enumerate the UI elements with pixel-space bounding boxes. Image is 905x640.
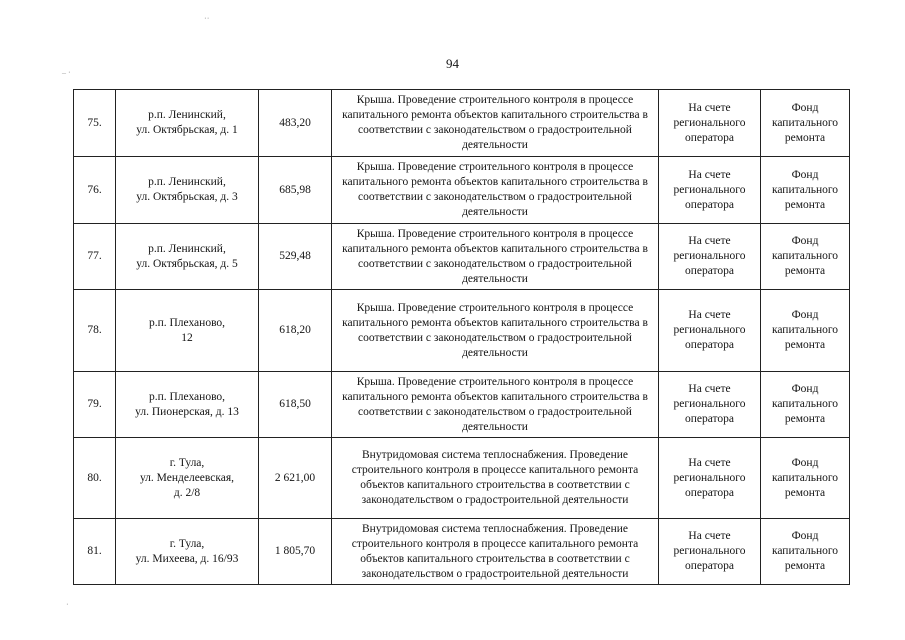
account-line: На счете: [688, 309, 731, 321]
account-line: оператора: [684, 486, 735, 499]
row-address: [116, 519, 259, 585]
row-address: [116, 372, 259, 438]
table-row: [74, 372, 850, 438]
funding-source-line: ремонта: [784, 413, 826, 425]
funding-source-line: ремонта: [784, 560, 826, 572]
funding-source-line: Фонд: [791, 168, 819, 181]
address-line: р.п. Ленинский,: [148, 242, 226, 255]
funding-source-line: капитального: [771, 324, 839, 336]
address-line: ул. Октябрьская, д. 5: [136, 257, 238, 270]
funding-source-line: ремонта: [784, 486, 826, 499]
row-account: [659, 438, 761, 519]
scan-speck: – ⋅: [62, 68, 71, 77]
scan-speck: ⋅: [66, 600, 69, 609]
account-line: регионального: [673, 471, 746, 484]
account-line: регионального: [673, 116, 746, 129]
account-line: оператора: [684, 560, 735, 572]
table-row: [74, 224, 850, 290]
row-account: [659, 224, 761, 290]
funding-source-line: Фонд: [791, 235, 819, 247]
row-account: [659, 290, 761, 372]
row-work-description: Внутридомовая система теплоснабжения. Проведение строительного контроля в процессе капитального ремонта объектов капитального строительства в соответствии с законодательством о градостроительной деятельности: [332, 519, 659, 585]
address-line: 12: [181, 331, 193, 344]
funding-source-line: ремонта: [784, 198, 826, 211]
funding-source-line: ремонта: [784, 265, 826, 277]
account-line: На счете: [688, 168, 731, 181]
funding-source-line: капитального: [771, 545, 839, 557]
account-line: На счете: [688, 383, 731, 395]
row-account: [659, 90, 761, 157]
table-row: [74, 438, 850, 519]
address-line: д. 2/8: [173, 486, 201, 499]
row-account: [659, 372, 761, 438]
row-funding-source: [761, 90, 850, 157]
row-funding-source: [761, 224, 850, 290]
account-line: На счете: [688, 456, 731, 469]
row-number: 78.: [74, 290, 116, 372]
table-row: [74, 90, 850, 157]
funding-source-line: Фонд: [791, 530, 819, 542]
row-address: [116, 290, 259, 372]
funding-source-line: Фонд: [791, 101, 819, 114]
row-work-description: Крыша. Проведение строительного контроля в процессе капитального ремонта объектов капитального строительства в соответствии с законодательством о градостроительной деятельности: [332, 157, 659, 224]
address-line: ул. Менделеевская,: [139, 471, 235, 484]
account-line: оператора: [684, 131, 735, 144]
row-area: 685,98: [259, 157, 332, 224]
account-line: регионального: [673, 398, 746, 410]
row-number: 77.: [74, 224, 116, 290]
account-line: оператора: [684, 339, 735, 351]
address-line: р.п. Ленинский,: [148, 176, 226, 188]
row-funding-source: [761, 372, 850, 438]
table-row: [74, 290, 850, 372]
scan-speck: ⋅⋅: [204, 14, 210, 23]
row-area: 1 805,70: [259, 519, 332, 585]
table-row: [74, 519, 850, 585]
funding-source-line: ремонта: [784, 131, 826, 144]
account-line: регионального: [673, 324, 746, 336]
address-line: г. Тула,: [169, 537, 205, 550]
row-number: 76.: [74, 157, 116, 224]
table-row: [74, 157, 850, 224]
funding-source-line: Фонд: [791, 309, 819, 321]
funding-source-line: ремонта: [784, 339, 826, 351]
account-line: оператора: [684, 265, 735, 277]
row-account: [659, 157, 761, 224]
row-funding-source: [761, 157, 850, 224]
row-account: [659, 519, 761, 585]
account-line: оператора: [684, 413, 735, 425]
account-line: регионального: [673, 250, 746, 262]
page-number: 94: [446, 56, 459, 71]
row-work-description: Крыша. Проведение строительного контроля в процессе капитального ремонта объектов капитального строительства в соответствии с законодательством о градостроительной деятельности: [332, 290, 659, 372]
account-line: регионального: [673, 545, 746, 557]
row-address: [116, 224, 259, 290]
row-address: [116, 438, 259, 519]
row-number: 81.: [74, 519, 116, 585]
row-number: 79.: [74, 372, 116, 438]
works-table-body: [74, 90, 850, 585]
account-line: регионального: [673, 183, 746, 196]
row-work-description: Внутридомовая система теплоснабжения. Проведение строительного контроля в процессе капитального ремонта объектов капитального строительства в соответствии с законодательством о градостроительной деятельности: [332, 438, 659, 519]
funding-source-line: Фонд: [791, 456, 819, 469]
account-line: На счете: [688, 101, 731, 114]
address-line: р.п. Ленинский,: [148, 109, 226, 121]
row-area: 2 621,00: [259, 438, 332, 519]
row-area: 483,20: [259, 90, 332, 157]
address-line: ул. Пионерская, д. 13: [135, 405, 239, 418]
works-table: [73, 89, 850, 585]
row-number: 75.: [74, 90, 116, 157]
row-funding-source: [761, 438, 850, 519]
row-funding-source: [761, 519, 850, 585]
funding-source-line: капитального: [771, 398, 839, 410]
address-line: г. Тула,: [169, 456, 205, 469]
row-number: 80.: [74, 438, 116, 519]
address-line: ул. Октябрьская, д. 1: [136, 124, 238, 136]
account-line: На счете: [688, 530, 731, 542]
row-work-description: Крыша. Проведение строительного контроля в процессе капитального ремонта объектов капитального строительства в соответствии с законодательством о градостроительной деятельности: [332, 90, 659, 157]
address-line: р.п. Плеханово,: [148, 316, 226, 329]
row-area: 529,48: [259, 224, 332, 290]
row-funding-source: [761, 290, 850, 372]
address-line: р.п. Плеханово,: [148, 390, 226, 403]
row-work-description: Крыша. Проведение строительного контроля в процессе капитального ремонта объектов капитального строительства в соответствии с законодательством о градостроительной деятельности: [332, 372, 659, 438]
funding-source-line: капитального: [771, 183, 839, 196]
address-line: ул. Михеева, д. 16/93: [135, 552, 239, 565]
account-line: На счете: [688, 235, 731, 247]
row-address: [116, 157, 259, 224]
row-area: 618,50: [259, 372, 332, 438]
funding-source-line: капитального: [771, 116, 839, 129]
row-address: [116, 90, 259, 157]
funding-source-line: капитального: [771, 471, 839, 484]
funding-source-line: Фонд: [791, 383, 819, 395]
row-area: 618,20: [259, 290, 332, 372]
address-line: ул. Октябрьская, д. 3: [136, 191, 238, 203]
account-line: оператора: [684, 198, 735, 211]
funding-source-line: капитального: [771, 250, 839, 262]
row-work-description: Крыша. Проведение строительного контроля в процессе капитального ремонта объектов капитального строительства в соответствии с законодательством о градостроительной деятельности: [332, 224, 659, 290]
